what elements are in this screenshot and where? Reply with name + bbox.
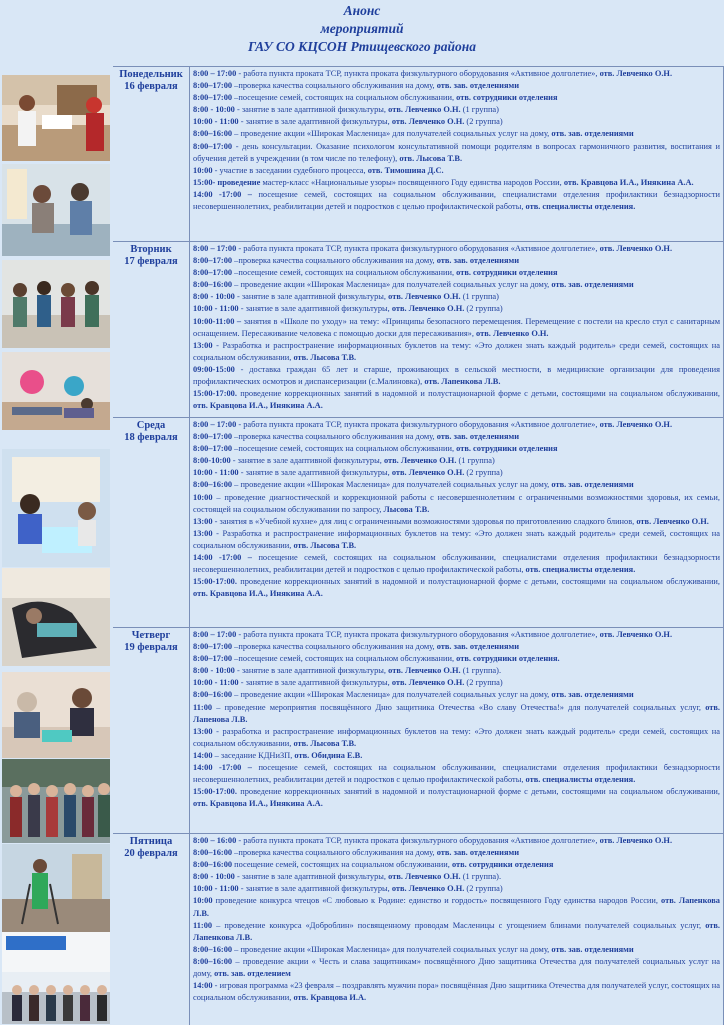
- event-time: 8:00–16:00: [193, 944, 233, 954]
- event-text: проведение конкурса чтецов «С любовью к Родине: единство и гордость» посвященного Году единства народов России,: [212, 896, 662, 906]
- event-item: [193, 835, 720, 847]
- event-text: – проведение диагностической и коррекционной работы с несовершеннолетним с ограниченными возможностями здоровья, их семьи, состоящей на социальном обслуживании по запросу,: [193, 492, 720, 514]
- event-responsible: отв. Кравцова И.А.: [293, 993, 367, 1003]
- event-time: 8:00–17:00: [193, 81, 233, 91]
- event-text: - работа пункта проката ТСР, пункта проката физкультурного оборудования «Активное долголетие»,: [236, 244, 600, 253]
- event-responsible: отв. Левченко О.Н.: [391, 468, 465, 478]
- event-time: 10:00: [193, 165, 213, 175]
- event-time: 8:00–17:00: [193, 93, 233, 103]
- event-item: [193, 92, 720, 104]
- event-text: –проверка качества социального обслуживания на дому,: [232, 642, 437, 652]
- event-time: 8:00–16:00: [193, 480, 233, 490]
- event-text: проведение коррекционных занятий в надомной и полустационарной форме с детьми, состоящими на социальном обслуживании,: [236, 577, 720, 587]
- event-text: посещение семей, состоящих на социальном обслуживании, специалистами отделения профилактики безнадзорности несовершеннолетних, реабилитации детей и подростков с целью профилактической работы,: [193, 763, 720, 785]
- event-time: 8:00–16:00: [193, 860, 233, 870]
- event-time: 8:00–17:00: [193, 268, 233, 278]
- event-text: - занятие в зале адаптивной физкультуры,: [238, 304, 392, 314]
- event-responsible: отв. Лапенкова Л.В.: [193, 920, 720, 942]
- event-responsible: отв. Кравцова И.А., Инякина А.А.: [193, 401, 323, 411]
- day-wednesday: [113, 417, 724, 628]
- photo-fitness-room: [2, 352, 110, 430]
- event-responsible: отв. Левченко О.Н.: [391, 884, 465, 894]
- event-responsible: отв. зав. отделениями: [436, 848, 520, 858]
- event-responsible: отв. Левченко О.Н.: [599, 69, 673, 78]
- event-time: 8:00–17:00: [193, 432, 233, 442]
- event-text: - занятие в зале адаптивной физкультуры,: [234, 666, 389, 676]
- event-item: [193, 177, 720, 189]
- event-responsible: отв. зав. отделениями: [551, 280, 634, 290]
- page-header: [0, 0, 724, 68]
- event-tail: (2 группа): [464, 304, 503, 314]
- event-responsible: отв. сотрудники отделения: [456, 268, 558, 278]
- day-name: Понедельник: [119, 69, 183, 80]
- event-tail: (2 группа): [464, 678, 503, 688]
- event-time: 8:00 - 10:00: [193, 666, 235, 676]
- photo-column: [0, 66, 112, 1024]
- event-item: [193, 455, 720, 467]
- event-responsible: отв. Лысова Т.В.: [293, 738, 357, 748]
- day-date: 17 февраля: [124, 256, 178, 267]
- event-item: [193, 920, 720, 944]
- event-tail: (1 группа).: [460, 666, 502, 676]
- event-text: –посещение семей, состоящих на социальном обслуживании,: [232, 654, 457, 664]
- event-item: [193, 291, 720, 303]
- event-responsible: отв. зав. отделениями: [551, 480, 634, 490]
- event-time: 14:00 -17:00 –: [193, 189, 252, 199]
- photo-sand-table: [2, 449, 110, 567]
- event-text: - работа пункта проката ТСР, пункта проката физкультурного оборудования «Активное долголетие»,: [236, 630, 600, 639]
- event-item: [193, 871, 720, 883]
- event-text: - день консультации. Оказание психологом консультативной помощи родителям в вопросах гармоничного развития, воспитания и обучения детей в учреждении (в том числе по телефону),: [193, 141, 720, 163]
- event-time: 8:00–16:00: [193, 690, 233, 700]
- event-item: [193, 141, 720, 165]
- event-text: – заседание КДНиЗП,: [212, 750, 295, 760]
- event-item: [193, 653, 720, 665]
- event-time: 8:00 - 10:00: [193, 872, 235, 882]
- event-text: посещение семей, состоящих на социальном обслуживании, специалистами отделения профилактики безнадзорности несовершеннолетних, реабилитации детей и подростков с целью профилактической работы,: [193, 189, 720, 212]
- event-item: [193, 516, 720, 528]
- day-name-cell: [113, 628, 189, 834]
- event-item: [193, 243, 720, 255]
- event-text: – проведение акции «Широкая Масленица» для получателей социальных услуг на дому,: [232, 129, 552, 139]
- event-time: 10:00-11:00 –: [193, 316, 242, 326]
- event-item: [193, 364, 720, 388]
- event-text: - Разработка и распространение информационных буклетов на тему: «Это должен знать каждый родитель» среди семей, состоящих на социальном обслуживании,: [193, 340, 720, 362]
- event-text: - занятие в зале адаптивной физкультуры,: [230, 456, 384, 466]
- event-time: 15:00-17:00.: [193, 787, 237, 797]
- event-responsible: Лысова Т.В.: [383, 504, 430, 514]
- event-time: 10:00 - 11:00: [193, 117, 239, 127]
- event-item: [193, 689, 720, 701]
- event-text: - занятие в зале адаптивной физкультуры,: [234, 872, 389, 882]
- event-text: – проведение акции «Широкая Масленица» для получателей социальных услуг на дому,: [232, 690, 552, 700]
- event-responsible: отв. сотрудники отделения: [456, 444, 558, 454]
- event-item: [193, 677, 720, 689]
- photo-massage-chair: [2, 568, 110, 666]
- event-item: [193, 128, 720, 140]
- event-item: [193, 419, 720, 431]
- event-text: занятия в «Школе по уходу» на тему: «Принципы безопасного перемещения. Перемещение с постели на кресло стул с санитарным оснащением. Пересаживание человека с помощью доски для пересаживания»,: [193, 316, 720, 338]
- event-tail: (1 группа): [456, 456, 495, 466]
- event-responsible: отв. зав. отделениями: [551, 690, 634, 700]
- event-responsible: отв. Левченко О.Н.: [388, 872, 461, 882]
- event-time: 8:00–16:00: [193, 280, 233, 290]
- event-text: - занятие в зале адаптивной физкультуры,: [238, 468, 392, 478]
- events-cell: [189, 628, 724, 834]
- event-text: – проведение акции «Широкая Масленица» для получателей социальных услуг на дому,: [232, 480, 552, 490]
- event-item: [193, 786, 720, 810]
- event-responsible: отв. Левченко О.Н.: [391, 117, 465, 127]
- event-responsible: отв. Левченко О.Н.: [391, 678, 465, 688]
- photo-volunteers-kitchen: [2, 75, 110, 161]
- event-text: - работа пункта проката ТСР, пункта проката физкультурного оборудования «Активное долголетие»,: [236, 69, 600, 78]
- event-item: [193, 189, 720, 213]
- event-time: 15:00-17:00.: [193, 577, 237, 587]
- event-item: [193, 479, 720, 491]
- event-item: [193, 641, 720, 653]
- event-item: [193, 68, 720, 80]
- day-name-cell: [113, 242, 189, 418]
- event-item: [193, 528, 720, 552]
- event-item: [193, 340, 720, 364]
- event-tail: (1 группа).: [460, 872, 502, 882]
- event-item: [193, 552, 720, 576]
- event-time: 10:00 - 11:00: [193, 678, 239, 688]
- event-time: 14:00: [193, 750, 213, 760]
- event-responsible: отв. Левченко О.Н.: [476, 328, 549, 338]
- event-text: –проверка качества социального обслуживания на дому,: [232, 256, 437, 266]
- event-time: 8:00–17:00: [193, 444, 233, 454]
- event-text: - занятия в «Учебной кухне» для лиц с ограниченными возможностями здоровья по приготовлению сладкого блинов,: [212, 516, 637, 526]
- event-text: – проведение конкурса «Доброблин» посвященному проводам Масленицы с угощением блинами получателей социальных услуг,: [212, 920, 706, 930]
- header-line-events: мероприятий: [320, 21, 404, 36]
- event-responsible: отв. Лапенова Л.В.: [193, 702, 720, 724]
- event-item: [193, 492, 720, 516]
- event-item: [193, 467, 720, 479]
- event-time: 8:00–17:00: [193, 642, 233, 652]
- event-time: 8:00 - 10:00: [193, 105, 235, 115]
- event-item: [193, 847, 720, 859]
- event-item: [193, 576, 720, 600]
- events-cell: [189, 67, 724, 242]
- event-text: посещение семей, состоящих на социальном обслуживании,: [232, 860, 452, 870]
- event-item: [193, 388, 720, 412]
- event-responsible: отв. Левченко О.Н.: [599, 420, 673, 429]
- event-text: – проведение акции «Широкая Масленица» для получателей социальных услуг на дому,: [232, 280, 552, 290]
- event-responsible: отв. Левченко О.Н.: [388, 292, 461, 302]
- event-responsible: отв. сотрудники отделения: [456, 93, 558, 103]
- day-date: 19 февраля: [124, 642, 178, 653]
- event-text: – проведение акции «Широкая Масленица» для получателей социальных услуг на дому,: [232, 944, 552, 954]
- event-text: –посещение семей, состоящих на социальном обслуживании,: [232, 93, 457, 103]
- event-item: [193, 443, 720, 455]
- event-responsible: отв. Левченко О.Н.: [636, 516, 709, 526]
- event-item: [193, 165, 720, 177]
- event-responsible: отв. Лапенкова Л.В.: [424, 377, 501, 387]
- event-time: 8:00 – 17:00: [193, 420, 237, 429]
- event-time: 10:00: [193, 492, 213, 502]
- event-item: [193, 267, 720, 279]
- event-text: – проведение акции « Честь и слава защитникам» посвящённого Дню защитника Отечества для получателей социальных услуг на дому,: [193, 956, 720, 979]
- event-time: 14:00 -17:00 –: [193, 553, 252, 563]
- header-line-organization: ГАУ СО КЦСОН Ртищевского района: [247, 39, 476, 54]
- event-item: [193, 956, 720, 980]
- event-text: - занятие в зале адаптивной физкультуры,: [238, 884, 392, 894]
- event-text: - занятие в зале адаптивной физкультуры,: [238, 117, 392, 127]
- event-time: 13:00: [193, 340, 213, 350]
- event-responsible: отв. специалисты отделения.: [525, 565, 636, 575]
- event-responsible: отв. Левченко О.Н.: [383, 456, 457, 466]
- event-text: - доставка граждан 65 лет и старше, проживающих в сельской местности, в медицинские организации для проведения профилактических осмотров и диспансеризации (с.Малиновка),: [193, 364, 720, 387]
- event-time: 13:00: [193, 726, 213, 736]
- event-responsible: отв. специалисты отделения.: [525, 202, 636, 212]
- event-text: - занятие в зале адаптивной физкультуры,: [238, 678, 392, 688]
- event-item: [193, 431, 720, 443]
- event-responsible: отв. специалисты отделения.: [525, 775, 636, 785]
- event-time: 8:00 – 17:00: [193, 69, 237, 78]
- event-time: 13:00: [193, 516, 213, 526]
- event-responsible: отв. Левченко О.Н.: [599, 836, 673, 845]
- event-text: - занятие в зале адаптивной физкультуры,: [234, 105, 389, 115]
- event-responsible: отв. Кравцова И.А., Инякина А.А.: [563, 177, 694, 187]
- event-text: - разработка и распространение информационных буклетов на тему: «Это должен знать каждый родитель» среди семей, состоящих на социальном обслуживании,: [193, 726, 720, 748]
- event-time: 8:00–17:00: [193, 141, 233, 151]
- event-time: 15:00- проведение: [193, 177, 261, 187]
- event-responsible: отв. Кравцова И.А., Инякина А.А.: [193, 799, 323, 809]
- event-item: [193, 883, 720, 895]
- event-time: 8:00–16:00: [193, 129, 233, 139]
- event-responsible: отв. Тимошина Д.С.: [367, 165, 444, 175]
- event-time: 14:00: [193, 981, 213, 991]
- event-time: 8:00 – 16:00: [193, 836, 237, 845]
- day-name-cell: [113, 418, 189, 628]
- day-tuesday: [113, 241, 724, 418]
- event-text: – проведение мероприятия посвящённого Дню защитника Отечества «Во славу Отечества!» для получателей социальных услуг,: [212, 702, 706, 712]
- day-date: 16 февраля: [124, 81, 178, 92]
- event-tail: (2 группа): [464, 884, 503, 894]
- day-name-cell: [113, 67, 189, 242]
- events-cell: [189, 834, 724, 1025]
- event-item: [193, 762, 720, 786]
- event-responsible: отв. Левченко О.Н.: [388, 105, 461, 115]
- event-text: проведение коррекционных занятий в надомной и полустационарной форме с детьми, состоящими на социальном обслуживании,: [236, 389, 720, 399]
- event-responsible: отв. Лысова Т.В.: [293, 352, 357, 362]
- event-responsible: отв. Левченко О.Н.: [599, 244, 673, 253]
- event-item: [193, 279, 720, 291]
- event-tail: (1 группа): [460, 292, 499, 302]
- event-time: 15:00-17:00.: [193, 389, 237, 399]
- event-responsible: отв. Обидина Е.В.: [294, 750, 363, 760]
- event-responsible: отв. зав. отделениями: [551, 129, 634, 139]
- event-responsible: отв. зав. отделениями: [436, 256, 520, 266]
- event-responsible: отв. Кравцова И.А., Инякина А.А.: [193, 589, 323, 599]
- day-thursday: [113, 627, 724, 834]
- event-time: 8:00–17:00: [193, 256, 233, 266]
- day-date: 18 февраля: [124, 432, 178, 443]
- event-time: 11:00: [193, 920, 213, 930]
- event-text: проведение коррекционных занятий в надомной и полустационарной форме с детьми, состоящими на социальном обслуживании,: [236, 787, 720, 797]
- event-responsible: отв. Левченко О.Н.: [391, 304, 465, 314]
- event-responsible: отв. зав. отделениями: [436, 432, 520, 442]
- day-date: 20 февраля: [124, 848, 178, 859]
- photo-elderly-craft: [2, 672, 110, 758]
- day-name-cell: [113, 834, 189, 1025]
- day-monday: [113, 66, 724, 242]
- event-text: - участие в заседании судебного процесса,: [212, 165, 368, 175]
- day-name: Среда: [136, 420, 166, 431]
- event-text: посещение семей, состоящих на социальном обслуживании, специалистами отделения профилактики безнадзорности несовершеннолетних, реабилитации детей и подростков с целью профилактической работы,: [193, 553, 720, 575]
- event-time: 10:00 - 11:00: [193, 304, 239, 314]
- day-name: Пятница: [129, 836, 173, 847]
- event-text: - Разработка и распространение информационных буклетов на тему: «Это должен знать каждый родитель» среди семей, состоящих на социальном обслуживании,: [193, 528, 720, 550]
- day-friday: [113, 833, 724, 1025]
- event-responsible: отв. Левченко О.Н.: [388, 666, 461, 676]
- event-text: - работа пункта проката ТСР, пункта проката физкультурного оборудования «Активное долголетие»,: [236, 420, 600, 429]
- event-responsible: отв. Лапенкова Л.В.: [193, 896, 720, 918]
- event-time: 8:00-10:00: [193, 456, 231, 466]
- event-item: [193, 702, 720, 726]
- event-item: [193, 665, 720, 677]
- event-text: –проверка качества социального обслуживания на дому,: [232, 432, 437, 442]
- event-responsible: отв. Лысова Т.В.: [293, 540, 357, 550]
- event-responsible: отв. зав. отделениями: [551, 944, 634, 954]
- event-item: [193, 255, 720, 267]
- photo-group-portrait: [2, 759, 110, 843]
- event-text: - работа пункта проката ТСР, пункта проката физкультурного оборудования «Активное долголетие»,: [236, 836, 600, 845]
- event-item: [193, 316, 720, 340]
- day-name: Вторник: [130, 244, 172, 255]
- event-text: - занятие в зале адаптивной физкультуры,: [234, 292, 389, 302]
- photo-demography-bus: [2, 932, 110, 1024]
- event-responsible: отв. зав. отделениями: [436, 81, 520, 91]
- event-time: 09:00-15:00: [193, 364, 235, 374]
- event-text: –посещение семей, состоящих на социальном обслуживании,: [232, 444, 457, 454]
- day-name: Четверг: [131, 630, 171, 641]
- event-text: мастер-класс «Национальные узоры» посвященного Году единства народов России,: [260, 177, 564, 187]
- event-item: [193, 629, 720, 641]
- event-tail: (2 группа): [464, 117, 503, 127]
- header-line-announcement: Анонс: [343, 3, 381, 18]
- event-time: 8:00 – 17:00: [193, 630, 237, 639]
- event-text: –проверка качества социального обслуживания на дому,: [232, 81, 437, 91]
- event-text: –посещение семей, состоящих на социальном обслуживании,: [232, 268, 457, 278]
- event-time: 10:00: [193, 896, 213, 906]
- event-item: [193, 895, 720, 919]
- event-time: 8:00–16:00: [193, 848, 233, 858]
- event-time: 8:00 – 17:00: [193, 244, 237, 253]
- events-cell: [189, 242, 724, 418]
- event-responsible: отв. Левченко О.Н.: [599, 630, 673, 639]
- event-responsible: отв. Лысова Т.В.: [399, 153, 463, 163]
- event-text: - игровая программа «23 февраля – поздравлять мужчин пора» посвящённая Дню защитника Отечества для получателей услуг, состоящих на социальном обслуживании,: [193, 981, 720, 1003]
- event-time: 11:00: [193, 702, 213, 712]
- event-item: [193, 80, 720, 92]
- event-item: [193, 750, 720, 762]
- event-item: [193, 944, 720, 956]
- photo-scandi-walk: [2, 844, 110, 932]
- event-item: [193, 116, 720, 128]
- event-responsible: отв. сотрудники отделения: [451, 860, 554, 870]
- event-tail: (1 группа): [460, 105, 499, 115]
- event-time: 8:00–17:00: [193, 654, 233, 664]
- event-time: 8:00 - 10:00: [193, 292, 235, 302]
- event-text: –проверка качества социального обслуживания на дому,: [232, 848, 437, 858]
- event-time: 13:00: [193, 528, 213, 538]
- event-item: [193, 859, 720, 871]
- event-tail: (2 группа): [464, 468, 503, 478]
- photo-therapy-session: [2, 164, 110, 256]
- event-item: [193, 980, 720, 1004]
- event-item: [193, 726, 720, 750]
- event-responsible: отв. сотрудники отделения.: [456, 654, 560, 664]
- event-time: 10:00 - 11:00: [193, 468, 239, 478]
- event-responsible: отв. зав. отделением: [214, 969, 291, 979]
- event-responsible: отв. зав. отделениями: [436, 642, 520, 652]
- events-cell: [189, 418, 724, 628]
- event-time: 8:00–16:00: [193, 956, 233, 966]
- event-item: [193, 303, 720, 315]
- event-time: 14:00 -17:00 –: [193, 763, 252, 773]
- event-time: 10:00 - 11:00: [193, 884, 239, 894]
- event-item: [193, 104, 720, 116]
- photo-group-class: [2, 260, 110, 348]
